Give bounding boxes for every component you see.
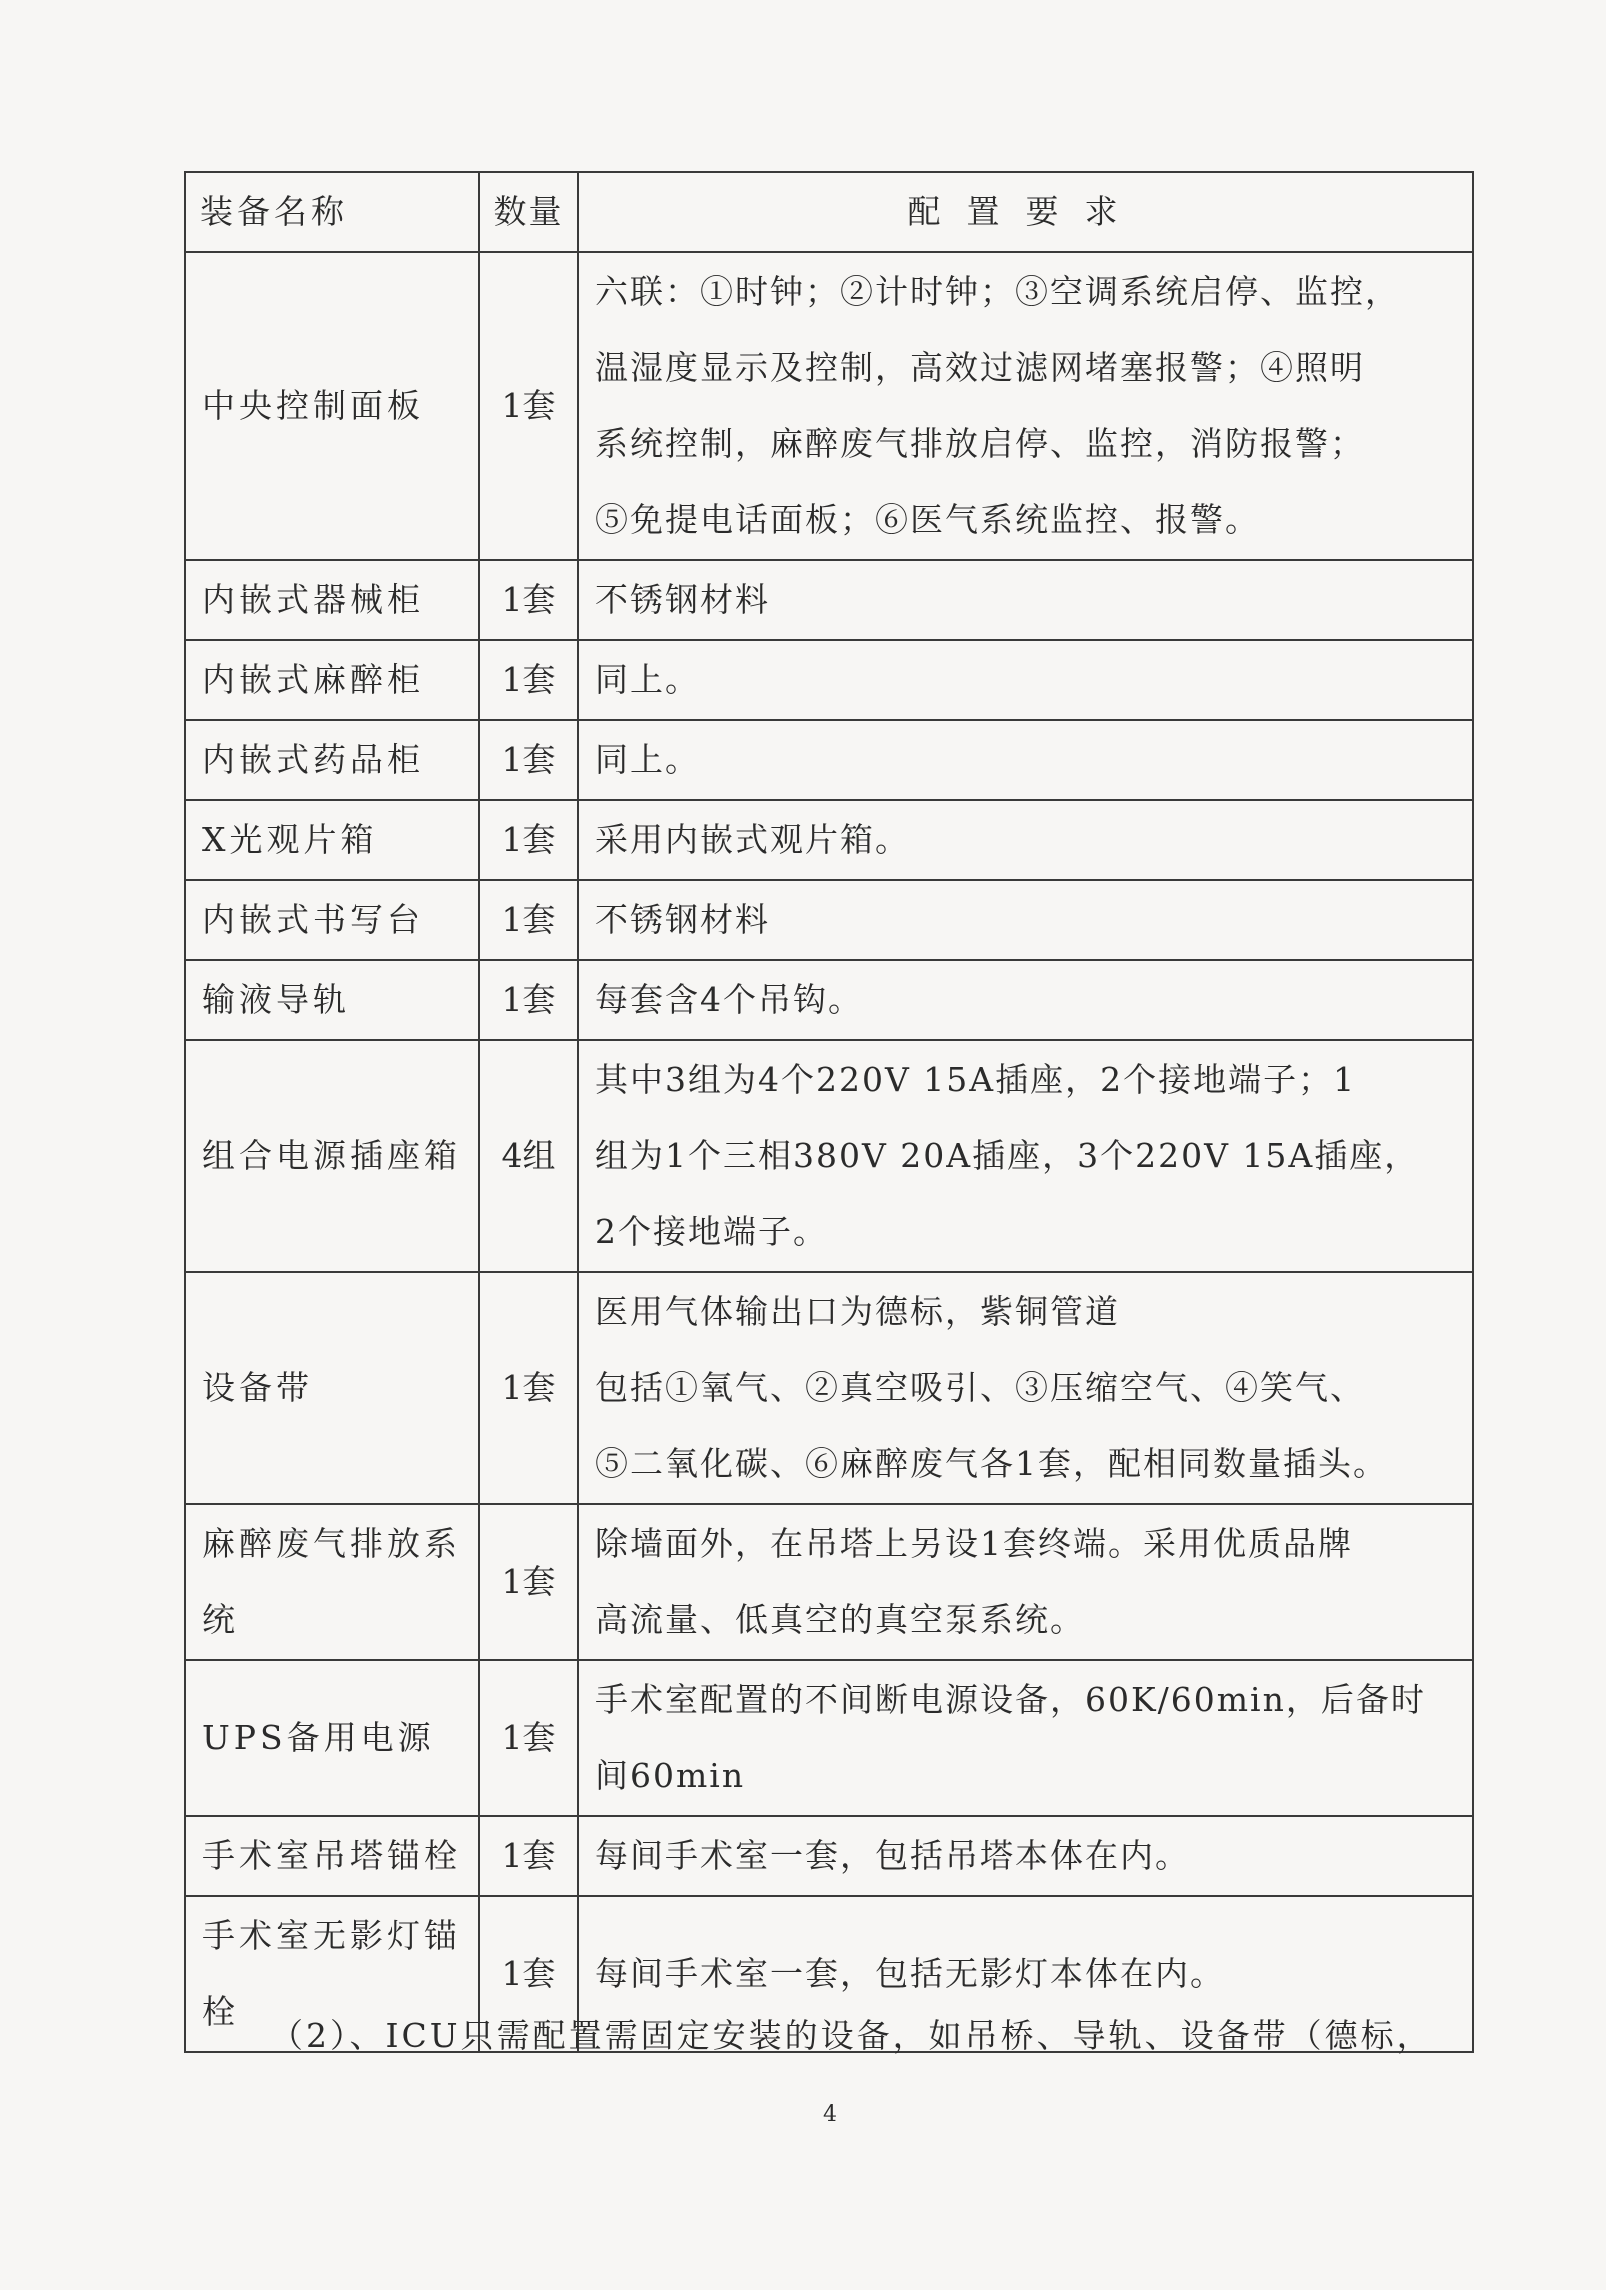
- requirement-line: ⑤二氧化碳、⑥麻醉废气各1套，配相同数量插头。: [595, 1444, 1388, 1483]
- table-row: [185, 960, 1473, 1040]
- requirement-line: 不锈钢材料: [595, 900, 770, 939]
- equipment-spec-table: [184, 171, 1474, 2053]
- quantity-cell: 1套: [479, 960, 578, 1040]
- equipment-name-cell: X光观片箱: [185, 800, 479, 880]
- quantity-cell: 4组: [479, 1040, 578, 1272]
- equipment-name-cell: 输液导轨: [185, 960, 479, 1040]
- equipment-name-cell: 中央控制面板: [185, 252, 479, 560]
- quantity-cell: 1套: [479, 1660, 578, 1816]
- requirement-cell: [578, 252, 1473, 560]
- requirement-cell: [578, 1504, 1473, 1660]
- requirement-cell: [578, 1040, 1473, 1272]
- requirement-line: ⑤免提电话面板；⑥医气系统监控、报警。: [595, 500, 1260, 539]
- requirement-line: 医用气体输出口为德标，紫铜管道: [595, 1292, 1120, 1331]
- equipment-name-cell: 内嵌式麻醉柜: [185, 640, 479, 720]
- quantity-cell: 1套: [479, 1504, 578, 1660]
- quantity-cell: 1套: [479, 800, 578, 880]
- requirement-line: 高流量、低真空的真空泵系统。: [595, 1600, 1085, 1639]
- requirement-line: 每间手术室一套，包括吊塔本体在内。: [595, 1836, 1190, 1875]
- requirement-line: 每套含4个吊钩。: [595, 980, 863, 1019]
- requirement-line: 手术室配置的不间断电源设备，60K/60min，后备时: [595, 1680, 1426, 1719]
- equipment-name-cell: 内嵌式药品柜: [185, 720, 479, 800]
- requirement-line: 六联：①时钟；②计时钟；③空调系统启停、监控，: [595, 272, 1400, 311]
- equipment-name-cell: 组合电源插座箱: [185, 1040, 479, 1272]
- table-row: [185, 1504, 1473, 1660]
- requirement-cell: [578, 960, 1473, 1040]
- requirement-line: 采用内嵌式观片箱。: [595, 820, 910, 859]
- quantity-cell: 1套: [479, 252, 578, 560]
- table-row: [185, 880, 1473, 960]
- equipment-name-cell: UPS备用电源: [185, 1660, 479, 1816]
- table-row: [185, 800, 1473, 880]
- quantity-cell: 1套: [479, 560, 578, 640]
- requirement-cell: [578, 800, 1473, 880]
- quantity-cell: 1套: [479, 1272, 578, 1504]
- requirement-cell: [578, 880, 1473, 960]
- requirement-cell: [578, 720, 1473, 800]
- requirement-line: 间60min: [595, 1756, 746, 1795]
- quantity-cell: 1套: [479, 880, 578, 960]
- requirement-cell: [578, 1272, 1473, 1504]
- page-number: 4: [823, 2102, 837, 2127]
- requirement-line: 组为1个三相380V 20A插座，3个220V 15A插座，: [595, 1136, 1420, 1175]
- quantity-cell: 1套: [479, 1816, 578, 1896]
- table-header-row: [185, 172, 1473, 252]
- table-row: [185, 1040, 1473, 1272]
- table-row: [185, 1660, 1473, 1816]
- requirement-cell: [578, 1816, 1473, 1896]
- requirement-line: 同上。: [595, 660, 700, 699]
- equipment-name-cell: 内嵌式器械柜: [185, 560, 479, 640]
- table-row: [185, 252, 1473, 560]
- header-equipment-name: 装备名称: [185, 172, 479, 252]
- quantity-cell: 1套: [479, 1896, 578, 2052]
- footnote-paragraph: （2）、ICU只需配置需固定安装的设备，如吊桥、导轨、设备带（德标，: [270, 2016, 1433, 2055]
- header-requirements: 配置要求: [578, 172, 1473, 252]
- table-row: [185, 640, 1473, 720]
- requirement-line: 包括①氧气、②真空吸引、③压缩空气、④笑气、: [595, 1368, 1365, 1407]
- header-quantity: 数量: [479, 172, 578, 252]
- requirement-line: 其中3组为4个220V 15A插座，2个接地端子；1: [595, 1060, 1357, 1099]
- table-row: [185, 560, 1473, 640]
- quantity-cell: 1套: [479, 720, 578, 800]
- requirement-line: 除墙面外，在吊塔上另设1套终端。采用优质品牌: [595, 1524, 1353, 1563]
- requirement-line: 2个接地端子。: [595, 1212, 828, 1251]
- requirement-cell: [578, 1660, 1473, 1816]
- requirement-line: 同上。: [595, 740, 700, 779]
- requirement-line: 温湿度显示及控制，高效过滤网堵塞报警；④照明: [595, 348, 1365, 387]
- table-row: [185, 720, 1473, 800]
- requirement-line: 每间手术室一套，包括无影灯本体在内。: [595, 1954, 1225, 1993]
- table-row: [185, 1816, 1473, 1896]
- equipment-name-cell: 内嵌式书写台: [185, 880, 479, 960]
- requirement-line: 不锈钢材料: [595, 580, 770, 619]
- requirement-cell: [578, 640, 1473, 720]
- table-row: [185, 1272, 1473, 1504]
- equipment-name-cell: 手术室吊塔锚栓: [185, 1816, 479, 1896]
- equipment-name-cell: 手术室无影灯锚栓: [185, 1896, 479, 2052]
- equipment-name-cell: 麻醉废气排放系统: [185, 1504, 479, 1660]
- quantity-cell: 1套: [479, 640, 578, 720]
- requirement-cell: [578, 560, 1473, 640]
- equipment-name-cell: 设备带: [185, 1272, 479, 1504]
- requirement-line: 系统控制，麻醉废气排放启停、监控，消防报警；: [595, 424, 1365, 463]
